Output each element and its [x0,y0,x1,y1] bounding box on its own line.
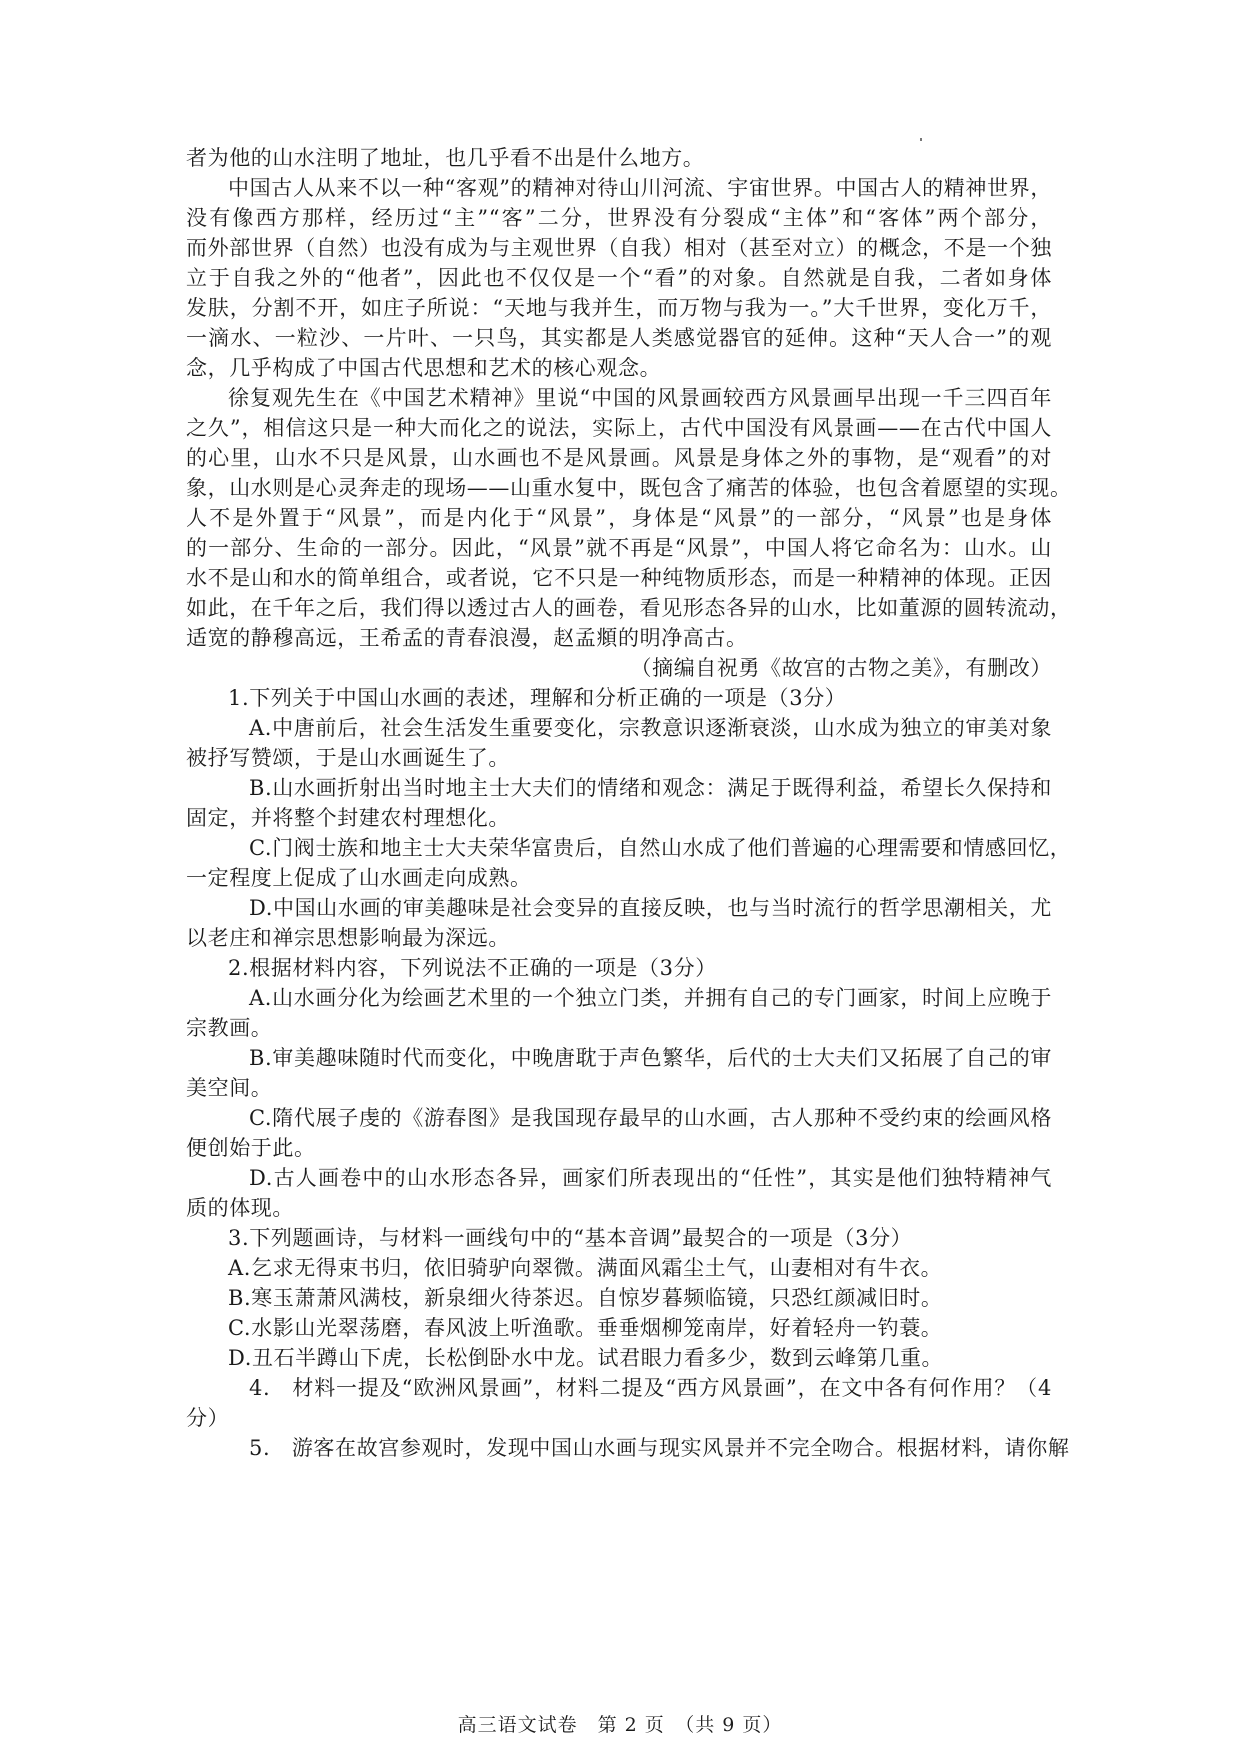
text-line: 立于自我之外的“他者”，因此也不仅仅是一个“看”的对象。自然就是自我，二者如身体 [186,266,1052,290]
text-line: 一定程度上促成了山水画走向成熟。 [186,866,532,890]
text-line: 固定，并将整个封建农村理想化。 [186,806,510,830]
text-line: 念，几乎构成了中国古代思想和艺术的核心观念。 [186,356,662,380]
text-line: B.寒玉萧萧风满枝，新泉细火待茶迟。自惊岁暮频临镜，只恐红颜减旧时。 [228,1286,943,1310]
text-line: 徐复观先生在《中国艺术精神》里说“中国的风景画较西方风景画早出现一千三四百年 [228,386,1052,410]
text-line: 人不是外置于“风景”，而是内化于“风景”，身体是“风景”的一部分，“风景”也是身体 [186,506,1052,530]
text-line: C.门阀士族和地主士大夫荣华富贵后，自然山水成了他们普遍的心理需要和情感回忆， [249,836,1072,860]
text-line: A.山水画分化为绘画艺术里的一个独立门类，并拥有自己的专门画家，时间上应晚于 [249,986,1052,1010]
text-line: 5. 游客在故宫参观时，发现中国山水画与现实风景并不完全吻合。根据材料，请你解 [249,1436,1070,1460]
text-line: 而外部世界（自然）也没有成为与主观世界（自我）相对（甚至对立）的概念，不是一个独 [186,236,1052,260]
text-line: B.山水画折射出当时地主士大夫们的情绪和观念：满足于既得利益，希望长久保持和 [249,776,1052,800]
scan-speck [920,138,922,141]
text-line: （摘编自祝勇《故宫的古物之美》，有删改） [630,656,1052,680]
text-line: A.中唐前后，社会生活发生重要变化，宗教意识逐渐衰淡，山水成为独立的审美对象 [249,716,1052,740]
page-footer: 高三语文试卷 第 2 页 （共 9 页） [457,1714,783,1736]
text-line: 一滴水、一粒沙、一片叶、一只鸟，其实都是人类感觉器官的延伸。这种“天人合一”的观 [186,326,1052,350]
text-line: 1.下列关于中国山水画的表述，理解和分析正确的一项是（3分） [228,686,847,710]
text-line: A.乞求无得束书归，依旧骑驴向翠微。满面风霜尘土气，山妻相对有牛衣。 [228,1256,943,1280]
text-line: 没有像西方那样，经历过“主”“客”二分，世界没有分裂成“主体”和“客体”两个部分， [186,206,1052,230]
text-line: 宗教画。 [186,1016,273,1040]
text-line: 的一部分、生命的一部分。因此，“风景”就不再是“风景”，中国人将它命名为：山水。山 [186,536,1052,560]
text-line: 水不是山和水的简单组合，或者说，它不只是一种纯物质形态，而是一种精神的体现。正因 [186,566,1052,590]
text-line: 3.下列题画诗，与材料一画线句中的“基本音调”最契合的一项是（3分） [228,1226,913,1250]
text-line: 分） [186,1406,230,1430]
text-line: 的心里，山水不只是风景，山水画也不是风景画。风景是身体之外的事物，是“观看”的对 [186,446,1052,470]
text-line: 4. 材料一提及“欧洲风景画”，材料二提及“西方风景画”，在文中各有何作用？（4 [249,1376,1052,1400]
text-line: D.古人画卷中的山水形态各异，画家们所表现出的“任性”，其实是他们独特精神气 [249,1166,1052,1190]
text-line: 如此，在千年之后，我们得以透过古人的画卷，看见形态各异的山水，比如董源的圆转流动， [186,596,1072,620]
text-line: D.中国山水画的审美趣味是社会变异的直接反映，也与当时流行的哲学思潮相关，尤 [249,896,1052,920]
text-line: 被抒写赞颂，于是山水画诞生了。 [186,746,510,770]
text-line: 象，山水则是心灵奔走的现场——山重水复中，既包含了痛苦的体验，也包含着愿望的实现。 [186,476,1072,500]
text-line: 发肤，分割不开，如庄子所说：“天地与我并生，而万物与我为一。”大千世界，变化万千， [186,296,1052,320]
text-line: 中国古人从来不以一种“客观”的精神对待山川河流、宇宙世界。中国古人的精神世界， [228,176,1052,200]
text-line: 便创始于此。 [186,1136,316,1160]
text-line: 美空间。 [186,1076,273,1100]
text-line: 质的体现。 [186,1196,294,1220]
text-line: 2.根据材料内容，下列说法不正确的一项是（3分） [228,956,717,980]
text-line: 者为他的山水注明了地址，也几乎看不出是什么地方。 [186,146,705,170]
text-line: 以老庄和禅宗思想影响最为深远。 [186,926,510,950]
text-line: 之久”，相信这只是一种大而化之的说法，实际上，古代中国没有风景画——在古代中国人 [186,416,1052,440]
text-line: D.丑石半蹲山下虎，长松倒卧水中龙。试君眼力看多少，数到云峰第几重。 [228,1346,944,1370]
text-line: 适宽的静穆高远，王希孟的青春浪漫，赵孟頫的明净高古。 [186,626,748,650]
text-line: C.隋代展子虔的《游春图》是我国现存最早的山水画，古人那种不受约束的绘画风格 [249,1106,1052,1130]
text-line: B.审美趣味随时代而变化，中晚唐耽于声色繁华，后代的士大夫们又拓展了自己的审 [249,1046,1052,1070]
text-line: C.水影山光翠荡磨，春风波上听渔歌。垂垂烟柳笼南岸，好着轻舟一钓蓑。 [228,1316,943,1340]
